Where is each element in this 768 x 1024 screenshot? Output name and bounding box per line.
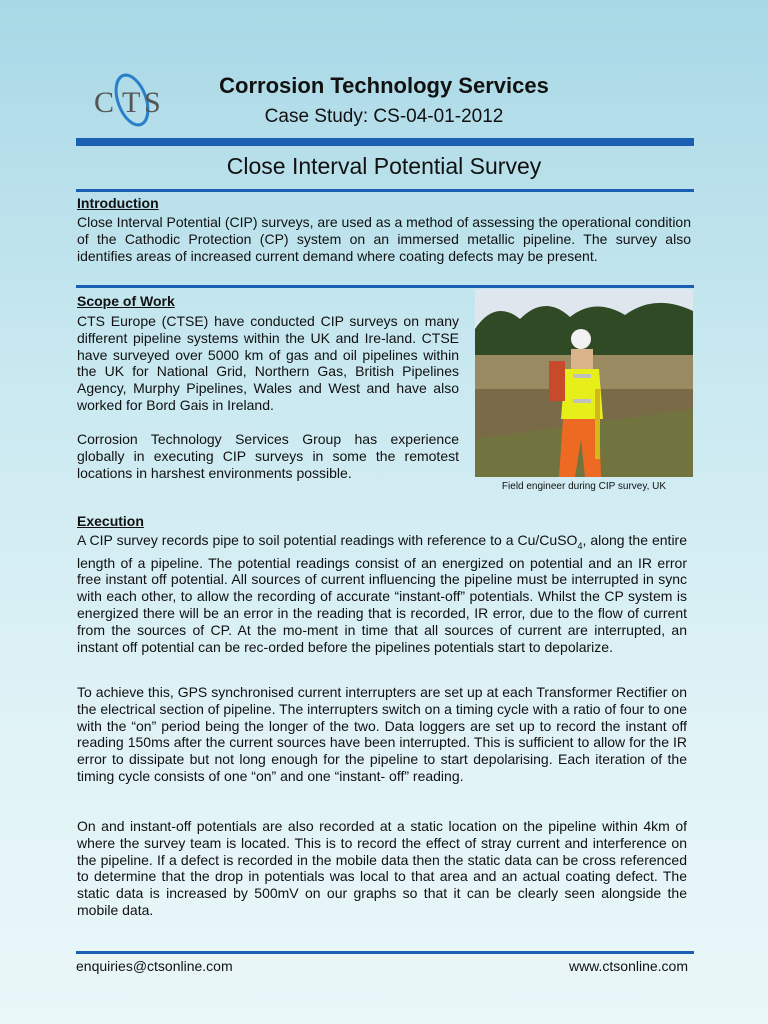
footer-email-link[interactable]: enquiries@ctsonline.com	[76, 958, 233, 974]
company-name: Corrosion Technology Services	[219, 73, 549, 98]
introduction-divider	[76, 285, 694, 288]
footer-website-link[interactable]: www.ctsonline.com	[568, 958, 688, 974]
case-study-number: Case Study: CS-04-01-2012	[264, 106, 504, 127]
execution-heading: Execution	[77, 513, 144, 529]
scope-paragraph-1: CTS Europe (CTSE) have conducted CIP surveys on many different pipeline systems within the UK and Ire-land. CTSE have surveyed over 5000 km of gas and oil pipelines within the UK for National Grid, Northern Gas, British Pipelines Agency, Murphy Pipelines, Wales and West and have also worked for Bord Gais in Ireland.	[77, 313, 459, 413]
introduction-text: Close Interval Potential (CIP) surveys, are used as a method of assessing the operational condition of the Cathodic Protection (CP) system on an immersed metallic pipeline. The survey also identifies areas of increased current demand where coating defects may be present.	[77, 214, 691, 264]
introduction-heading: Introduction	[77, 195, 159, 211]
execution-paragraph-3: On and instant-off potentials are also recorded at a static location on the pipeline within 4km of where the survey team is located. This is to record the effect of stray current and interference on the pipeline. If a defect is recorded in the mobile data then the static data can be cross referenced to determine that the drop in potentials was local to that area and an actual coating defect. The static data is increased by 500mV on our graphs so that it can be clearly seen alongside the mobile data.	[77, 818, 687, 918]
title-divider	[76, 189, 694, 192]
header-divider	[76, 138, 694, 146]
svg-text:T: T	[122, 86, 141, 119]
photo-caption: Field engineer during CIP survey, UK	[501, 481, 667, 492]
scope-paragraph-2: Corrosion Technology Services Group has experience globally in executing CIP surveys in some the remotest locations in harshest environments possible.	[77, 431, 459, 481]
footer-divider	[76, 951, 694, 954]
execution-paragraph-2: To achieve this, GPS synchronised current interrupters are set up at each Transformer Rectifier on the electrical section of pipeline. The interrupters switch on a timing cycle with a ratio of four to one with the “on” period being the longer of the two. Data loggers are set up to record the instant off reading 150ms after the current sources have been interrupted. This is sufficient to allow for the IR error to dissipate but not long enough for the pipeline to start depolarising. Each iteration of the timing cycle consists of one “on” and one “instant- off” reading.	[77, 684, 687, 784]
field-engineer-photo	[475, 289, 693, 477]
execution-paragraph-1: A CIP survey records pipe to soil potential readings with reference to a Cu/CuSO$_4$, along the entire length of a pipeline. The potential readings consist of an energized on potential and an IR error free instant off potential. All sources of current influencing the pipeline must be interrupted in sync with each other, to allow the recording of accurate “instant-off” potentials. Whilst the CP system is energized there will be an error in the reading that is recorded, IR error, due to the flow of current from the sources of CP. At the mo-ment in time that all sources of current are interrupted, an instant off potential can be rec-orded before the pipelines potentials start to depolarize.	[77, 532, 688, 655]
document-title: Close Interval Potential Survey	[226, 153, 542, 179]
svg-text:C: C	[94, 86, 115, 119]
scope-heading: Scope of Work	[77, 293, 175, 309]
svg-text:S: S	[144, 86, 161, 119]
